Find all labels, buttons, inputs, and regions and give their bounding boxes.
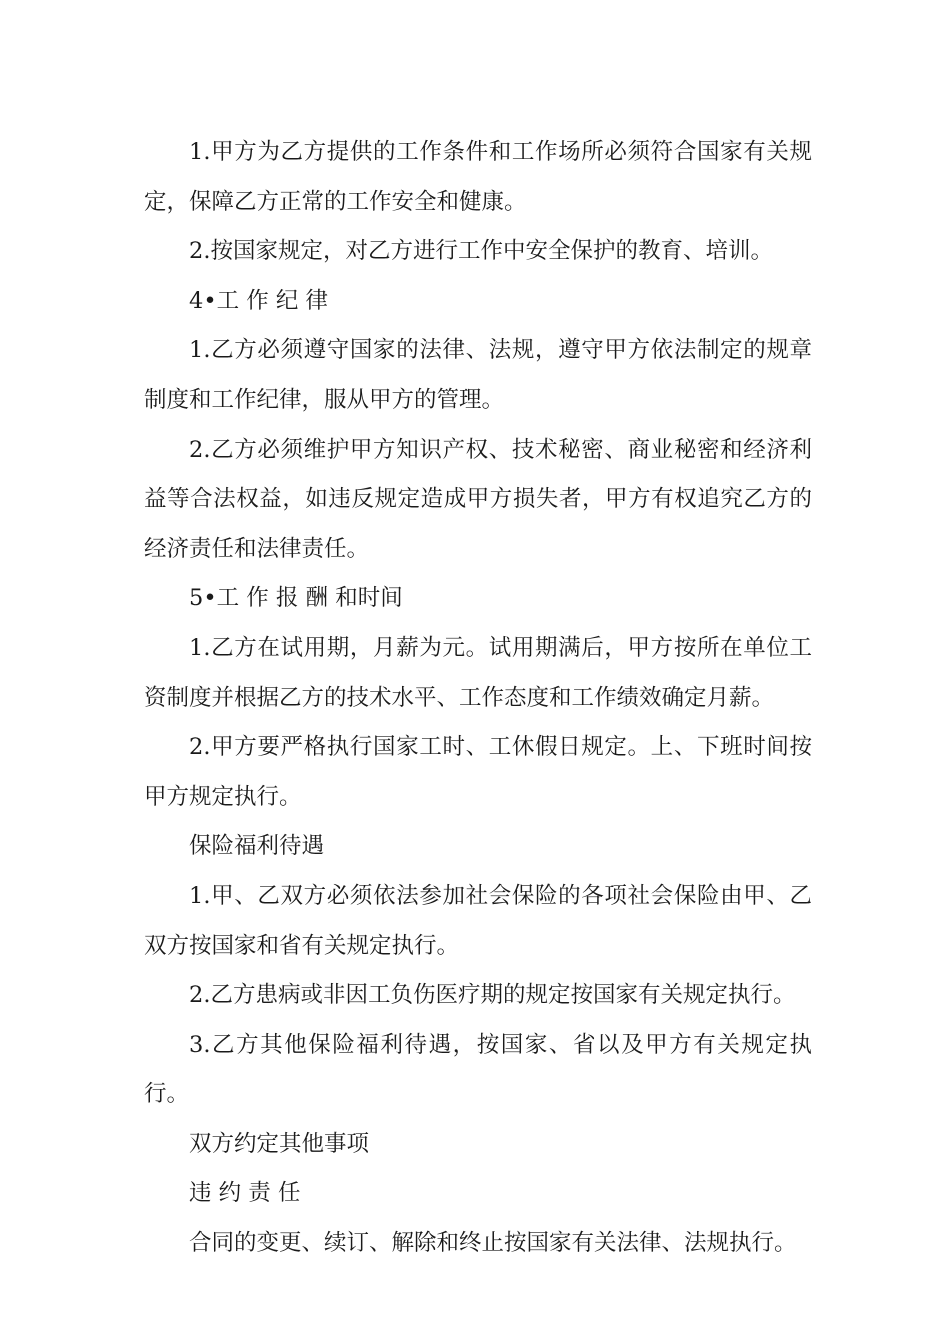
paragraph-other-benefits: 3.乙方其他保险福利待遇，按国家、省以及甲方有关规定执行。 [144, 1031, 812, 1108]
document-body [144, 128, 812, 1269]
paragraph-contract-changes: 合同的变更、续订、解除和终止按国家有关法律、法规执行。 [189, 1230, 797, 1257]
section-heading-work-discipline: 4•工 作 纪 律 [189, 287, 329, 314]
section-heading-breach-liability: 违 约 责 任 [189, 1180, 301, 1207]
paragraph-safety-training: 2.按国家规定，对乙方进行工作中安全保护的教育、培训。 [189, 238, 773, 265]
paragraph-protect-secrets: 2.乙方必须维护甲方知识产权、技术秘密、商业秘密和经济利益等合法权益，如违反规定造成甲方损失者，甲方有权追究乙方的经济责任和法律责任。 [144, 436, 812, 562]
paragraph-probation-salary: 1.乙方在试用期，月薪为元。试用期满后，甲方按所在单位工资制度并根据乙方的技术水平、工作态度和工作绩效确定月薪。 [144, 634, 812, 711]
paragraph-social-insurance: 1.甲、乙双方必须依法参加社会保险的各项社会保险由甲、乙双方按国家和省有关规定执行。 [144, 882, 812, 959]
paragraph-safety-conditions: 1.甲方为乙方提供的工作条件和工作场所必须符合国家有关规定，保障乙方正常的工作安全和健康。 [144, 139, 812, 215]
paragraph-obey-rules: 1.乙方必须遵守国家的法律、法规，遵守甲方依法制定的规章制度和工作纪律，服从甲方的管理。 [144, 337, 812, 413]
section-heading-other-agreements: 双方约定其他事项 [189, 1130, 370, 1157]
paragraph-medical-leave: 2.乙方患病或非因工负伤医疗期的规定按国家有关规定执行。 [189, 982, 796, 1009]
section-heading-insurance-benefits: 保险福利待遇 [189, 833, 325, 860]
paragraph-working-hours: 2.甲方要严格执行国家工时、工休假日规定。上、下班时间按甲方规定执行。 [144, 734, 812, 810]
section-heading-pay-and-hours: 5•工 作 报 酬 和时间 [189, 585, 403, 612]
